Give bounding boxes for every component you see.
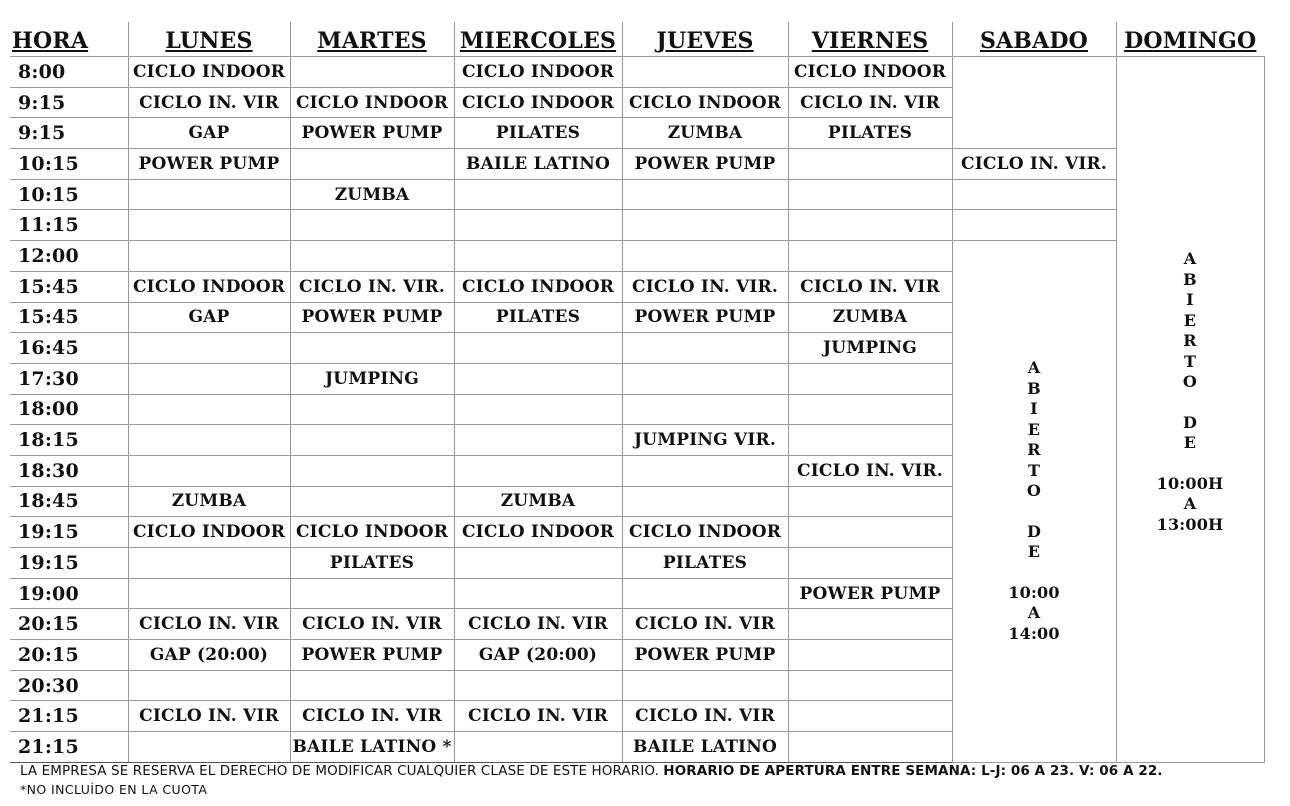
class-cell-jueves: POWER PUMP bbox=[622, 640, 788, 671]
class-cell-lunes bbox=[128, 394, 290, 425]
class-cell-viernes: PILATES bbox=[788, 118, 952, 149]
class-cell-martes bbox=[290, 149, 454, 180]
hour-cell: 18:15 bbox=[10, 425, 128, 456]
class-cell-viernes bbox=[788, 149, 952, 180]
class-cell-martes bbox=[290, 57, 454, 88]
hour-cell: 20:15 bbox=[10, 640, 128, 671]
class-cell-lunes bbox=[128, 670, 290, 701]
class-cell-martes: ZUMBA bbox=[290, 179, 454, 210]
sabado-empty-cell bbox=[952, 179, 1116, 210]
class-cell-lunes bbox=[128, 578, 290, 609]
class-cell-miercoles: GAP (20:00) bbox=[454, 640, 622, 671]
class-cell-viernes: CICLO IN. VIR bbox=[788, 87, 952, 118]
class-cell-jueves: POWER PUMP bbox=[622, 149, 788, 180]
hour-cell: 10:15 bbox=[10, 149, 128, 180]
class-cell-viernes bbox=[788, 732, 952, 763]
de-letter: E bbox=[1183, 433, 1197, 453]
closing-time: 13:00H bbox=[1156, 514, 1224, 534]
schedule-body bbox=[10, 57, 1264, 763]
spacer bbox=[953, 563, 1116, 583]
header-hora: HORA bbox=[12, 28, 89, 54]
class-cell-jueves bbox=[622, 455, 788, 486]
class-cell-miercoles: CICLO INDOOR bbox=[454, 271, 622, 302]
hour-cell: 8:00 bbox=[10, 57, 128, 88]
hour-cell: 17:30 bbox=[10, 363, 128, 394]
abierto-letter: O bbox=[1026, 481, 1042, 501]
hour-cell: 10:15 bbox=[10, 179, 128, 210]
header-martes: MARTES bbox=[290, 22, 454, 57]
opening-hours-text: HORARIO DE APERTURA ENTRE SEMANA: L-J: 06 A 23. V: 06 A 22. bbox=[663, 763, 1163, 779]
hour-cell: 19:00 bbox=[10, 578, 128, 609]
header-sabado: SABADO bbox=[952, 22, 1116, 57]
abierto-letter: T bbox=[1183, 351, 1197, 371]
class-cell-miercoles bbox=[454, 363, 622, 394]
class-cell-miercoles: ZUMBA bbox=[454, 486, 622, 517]
header-row bbox=[10, 22, 1264, 57]
class-cell-lunes: CICLO IN. VIR bbox=[128, 701, 290, 732]
class-cell-martes bbox=[290, 241, 454, 272]
spacer bbox=[1117, 393, 1264, 413]
class-cell-lunes: CICLO IN. VIR bbox=[128, 609, 290, 640]
abierto-letter: O bbox=[1182, 372, 1198, 392]
footer-note: *NO INCLUÍDO EN LA CUOTA bbox=[20, 782, 208, 797]
class-cell-viernes: JUMPING bbox=[788, 333, 952, 364]
abierto-letter: A bbox=[1183, 249, 1197, 269]
class-cell-miercoles bbox=[454, 732, 622, 763]
table-row bbox=[10, 210, 1264, 241]
class-cell-viernes bbox=[788, 517, 952, 548]
hour-cell: 19:15 bbox=[10, 548, 128, 579]
class-cell-miercoles: PILATES bbox=[454, 302, 622, 333]
hour-cell: 9:15 bbox=[10, 118, 128, 149]
class-cell-martes: POWER PUMP bbox=[290, 640, 454, 671]
class-cell-miercoles: PILATES bbox=[454, 118, 622, 149]
class-cell-martes bbox=[290, 455, 454, 486]
abierto-letter: A bbox=[1027, 358, 1041, 378]
class-cell-martes: POWER PUMP bbox=[290, 118, 454, 149]
class-cell-jueves: CICLO INDOOR bbox=[622, 87, 788, 118]
class-cell-jueves: CICLO IN. VIR bbox=[622, 701, 788, 732]
class-cell-lunes bbox=[128, 732, 290, 763]
hour-cell: 15:45 bbox=[10, 271, 128, 302]
class-cell-miercoles: BAILE LATINO bbox=[454, 149, 622, 180]
abierto-letter: E bbox=[1027, 419, 1041, 439]
closing-time: 14:00 bbox=[1008, 623, 1060, 643]
sabado-opening-block bbox=[952, 241, 1116, 763]
class-cell-jueves bbox=[622, 179, 788, 210]
class-cell-viernes bbox=[788, 548, 952, 579]
hour-cell: 21:15 bbox=[10, 732, 128, 763]
class-cell-miercoles bbox=[454, 394, 622, 425]
class-cell-lunes bbox=[128, 455, 290, 486]
class-cell-miercoles bbox=[454, 425, 622, 456]
range-separator: A bbox=[1027, 603, 1041, 623]
class-cell-miercoles bbox=[454, 670, 622, 701]
class-cell-viernes: CICLO INDOOR bbox=[788, 57, 952, 88]
class-cell-lunes: GAP (20:00) bbox=[128, 640, 290, 671]
abierto-letter: B bbox=[1027, 378, 1041, 398]
class-cell-lunes bbox=[128, 548, 290, 579]
table-row bbox=[10, 179, 1264, 210]
class-cell-jueves bbox=[622, 363, 788, 394]
class-cell-jueves: CICLO IN. VIR. bbox=[622, 271, 788, 302]
abierto-letter: I bbox=[1186, 290, 1194, 310]
class-cell-martes bbox=[290, 425, 454, 456]
class-cell-viernes bbox=[788, 701, 952, 732]
class-cell-viernes bbox=[788, 486, 952, 517]
header-miercoles: MIERCOLES bbox=[454, 22, 622, 57]
class-cell-miercoles: CICLO INDOOR bbox=[454, 87, 622, 118]
class-cell-lunes bbox=[128, 179, 290, 210]
abierto-letter: T bbox=[1027, 460, 1041, 480]
class-cell-jueves: ZUMBA bbox=[622, 118, 788, 149]
hour-cell: 16:45 bbox=[10, 333, 128, 364]
class-cell-jueves: BAILE LATINO bbox=[622, 732, 788, 763]
abierto-letter: B bbox=[1183, 269, 1197, 289]
class-cell-martes: CICLO IN. VIR bbox=[290, 701, 454, 732]
disclaimer-text: LA EMPRESA SE RESERVA EL DERECHO DE MODIFICAR CUALQUIER CLASE DE ESTE HORARIO. bbox=[20, 763, 659, 779]
class-cell-jueves bbox=[622, 241, 788, 272]
class-cell-viernes: POWER PUMP bbox=[788, 578, 952, 609]
class-cell-martes: CICLO IN. VIR bbox=[290, 609, 454, 640]
class-cell-jueves bbox=[622, 486, 788, 517]
hour-cell: 18:30 bbox=[10, 455, 128, 486]
class-cell-miercoles: CICLO INDOOR bbox=[454, 57, 622, 88]
class-cell-lunes bbox=[128, 425, 290, 456]
class-cell-martes: BAILE LATINO * bbox=[290, 732, 454, 763]
sabado-empty-cell bbox=[952, 210, 1116, 241]
class-cell-miercoles bbox=[454, 548, 622, 579]
class-cell-viernes bbox=[788, 179, 952, 210]
class-cell-martes bbox=[290, 394, 454, 425]
spacer bbox=[1117, 454, 1264, 474]
abierto-letter: R bbox=[1183, 331, 1197, 351]
de-letter: E bbox=[1027, 542, 1041, 562]
class-cell-viernes bbox=[788, 640, 952, 671]
class-cell-jueves bbox=[622, 578, 788, 609]
header-viernes: VIERNES bbox=[788, 22, 952, 57]
class-cell-lunes bbox=[128, 241, 290, 272]
class-cell-martes: PILATES bbox=[290, 548, 454, 579]
class-cell-martes: CICLO IN. VIR. bbox=[290, 271, 454, 302]
class-cell-miercoles bbox=[454, 333, 622, 364]
class-cell-miercoles bbox=[454, 210, 622, 241]
class-cell-viernes bbox=[788, 210, 952, 241]
class-cell-lunes: CICLO INDOOR bbox=[128, 57, 290, 88]
class-cell-jueves: POWER PUMP bbox=[622, 302, 788, 333]
class-cell-miercoles bbox=[454, 241, 622, 272]
opening-time: 10:00H bbox=[1156, 473, 1224, 493]
de-letter: D bbox=[1026, 521, 1042, 541]
de-letter: D bbox=[1182, 412, 1198, 432]
class-cell-martes bbox=[290, 486, 454, 517]
class-cell-miercoles: CICLO INDOOR bbox=[454, 517, 622, 548]
class-cell-lunes: POWER PUMP bbox=[128, 149, 290, 180]
class-cell-miercoles bbox=[454, 179, 622, 210]
hour-cell: 11:15 bbox=[10, 210, 128, 241]
class-cell-viernes bbox=[788, 609, 952, 640]
class-cell-martes: CICLO INDOOR bbox=[290, 517, 454, 548]
class-cell-jueves bbox=[622, 394, 788, 425]
hour-cell: 9:15 bbox=[10, 87, 128, 118]
class-cell-martes: CICLO INDOOR bbox=[290, 87, 454, 118]
class-cell-jueves: CICLO INDOOR bbox=[622, 517, 788, 548]
class-cell-viernes: ZUMBA bbox=[788, 302, 952, 333]
hour-cell: 21:15 bbox=[10, 701, 128, 732]
class-cell-viernes bbox=[788, 394, 952, 425]
header-jueves: JUEVES bbox=[622, 22, 788, 57]
class-cell-viernes bbox=[788, 363, 952, 394]
hour-cell: 15:45 bbox=[10, 302, 128, 333]
table-row bbox=[10, 241, 1264, 272]
class-cell-jueves bbox=[622, 57, 788, 88]
class-cell-lunes: CICLO INDOOR bbox=[128, 271, 290, 302]
class-cell-sabado: CICLO IN. VIR. bbox=[952, 149, 1116, 180]
hour-cell: 12:00 bbox=[10, 241, 128, 272]
hour-cell: 20:30 bbox=[10, 670, 128, 701]
sabado-empty-cell bbox=[952, 57, 1116, 149]
class-cell-lunes bbox=[128, 363, 290, 394]
spacer bbox=[953, 502, 1116, 522]
class-cell-miercoles bbox=[454, 578, 622, 609]
class-cell-martes bbox=[290, 210, 454, 241]
class-cell-jueves: PILATES bbox=[622, 548, 788, 579]
class-cell-jueves bbox=[622, 210, 788, 241]
class-cell-viernes bbox=[788, 670, 952, 701]
class-cell-miercoles: CICLO IN. VIR bbox=[454, 609, 622, 640]
header-lunes: LUNES bbox=[128, 22, 290, 57]
class-cell-lunes: CICLO INDOOR bbox=[128, 517, 290, 548]
class-cell-viernes: CICLO IN. VIR. bbox=[788, 455, 952, 486]
class-cell-miercoles: CICLO IN. VIR bbox=[454, 701, 622, 732]
class-cell-lunes bbox=[128, 333, 290, 364]
class-cell-jueves: JUMPING VIR. bbox=[622, 425, 788, 456]
range-separator: A bbox=[1183, 494, 1197, 514]
class-cell-viernes: CICLO IN. VIR bbox=[788, 271, 952, 302]
hour-cell: 19:15 bbox=[10, 517, 128, 548]
class-cell-jueves bbox=[622, 333, 788, 364]
class-cell-martes bbox=[290, 670, 454, 701]
opening-time: 10:00 bbox=[1008, 582, 1060, 602]
class-cell-viernes bbox=[788, 241, 952, 272]
class-cell-lunes bbox=[128, 210, 290, 241]
class-cell-lunes: ZUMBA bbox=[128, 486, 290, 517]
class-cell-lunes: GAP bbox=[128, 118, 290, 149]
hour-cell: 20:15 bbox=[10, 609, 128, 640]
class-cell-miercoles bbox=[454, 455, 622, 486]
hour-cell: 18:45 bbox=[10, 486, 128, 517]
class-cell-martes bbox=[290, 333, 454, 364]
class-cell-martes: POWER PUMP bbox=[290, 302, 454, 333]
class-schedule-table bbox=[10, 22, 1265, 763]
class-cell-lunes: GAP bbox=[128, 302, 290, 333]
table-row bbox=[10, 57, 1264, 88]
abierto-letter: R bbox=[1027, 440, 1041, 460]
class-cell-jueves: CICLO IN. VIR bbox=[622, 609, 788, 640]
class-cell-martes bbox=[290, 578, 454, 609]
class-cell-viernes bbox=[788, 425, 952, 456]
class-cell-lunes: CICLO IN. VIR bbox=[128, 87, 290, 118]
class-cell-martes: JUMPING bbox=[290, 363, 454, 394]
header-domingo: DOMINGO bbox=[1116, 22, 1264, 57]
domingo-opening-block bbox=[1116, 57, 1264, 763]
abierto-letter: E bbox=[1183, 310, 1197, 330]
footer-disclaimer bbox=[20, 763, 1163, 779]
abierto-letter: I bbox=[1030, 399, 1038, 419]
table-row bbox=[10, 149, 1264, 180]
class-cell-jueves bbox=[622, 670, 788, 701]
hour-cell: 18:00 bbox=[10, 394, 128, 425]
